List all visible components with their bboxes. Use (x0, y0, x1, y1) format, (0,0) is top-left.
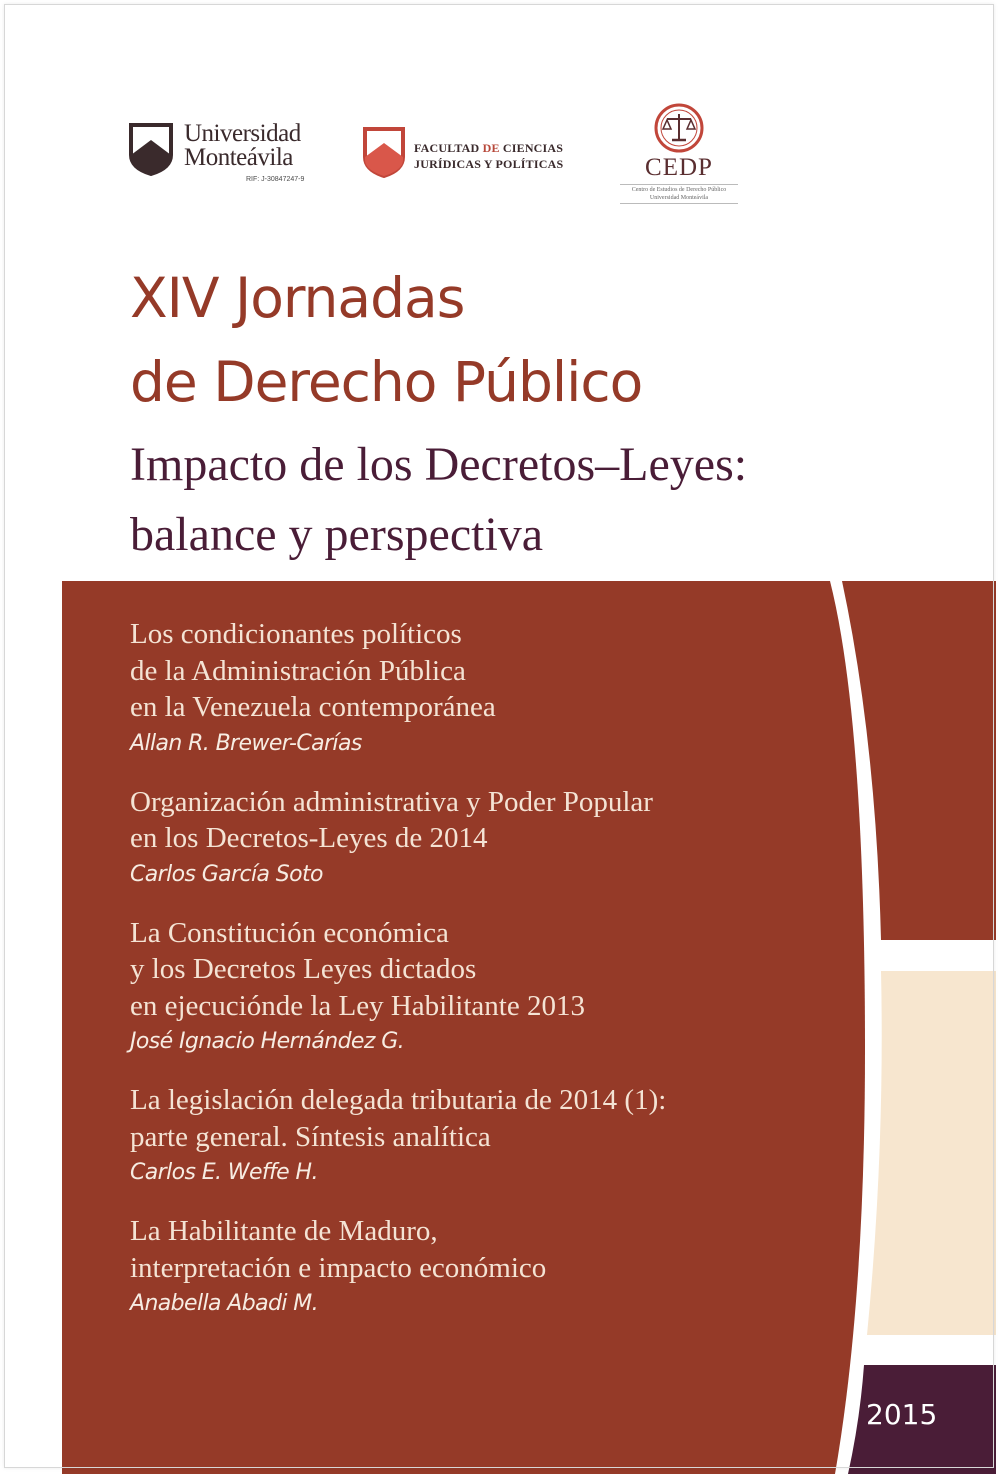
cedp-acronym: CEDP (645, 154, 713, 181)
rust-corner-block (842, 581, 996, 940)
cream-block (867, 971, 996, 1335)
article-title: La Constitución económica y los Decretos Leyes dictados en ejecuciónde la Ley Habilitante 2013 (130, 916, 585, 1022)
article-title: Los condicionantes políticos de la Administración Pública en la Venezuela contemporánea (130, 618, 496, 723)
um-name: Universidad Monteávila (184, 120, 301, 171)
publication-year: 2015 (866, 1398, 938, 1431)
cedp-subtitle: Centro de Estudios de Derecho Público Universidad Monteávila (620, 184, 738, 204)
list-item (130, 915, 830, 1061)
article-title: Organización administrativa y Poder Popular en los Decretos-Leyes de 2014 (130, 785, 653, 854)
list-item (130, 616, 830, 762)
article-author: Anabella Abadi M. (130, 1291, 319, 1316)
list-item (130, 1082, 830, 1191)
article-author: Carlos García Soto (130, 861, 323, 887)
table-of-contents (130, 616, 830, 1344)
book-subtitle: Impacto de los Decretos–Leyes: balance y perspectiva (130, 438, 748, 561)
article-author: Carlos E. Weffe H. (130, 1160, 318, 1185)
list-item (130, 1213, 830, 1322)
article-author: José Ignacio Hernández G. (130, 1029, 405, 1054)
article-title: La Habilitante de Maduro, interpretación e impacto económico (130, 1215, 547, 1284)
facultad-name: FACULTAD DE CIENCIAS JURÍDICAS Y POLÍTICAS (414, 141, 564, 171)
event-title: XIV Jornadas de Derecho Público (130, 266, 643, 414)
um-rif: RIF: J-30847247-9 (246, 176, 305, 183)
list-item (130, 784, 830, 893)
article-author: Allan R. Brewer-Carías (130, 730, 362, 756)
article-title: La legislación delegada tributaria de 2014 (1): parte general. Síntesis analítica (130, 1084, 667, 1153)
